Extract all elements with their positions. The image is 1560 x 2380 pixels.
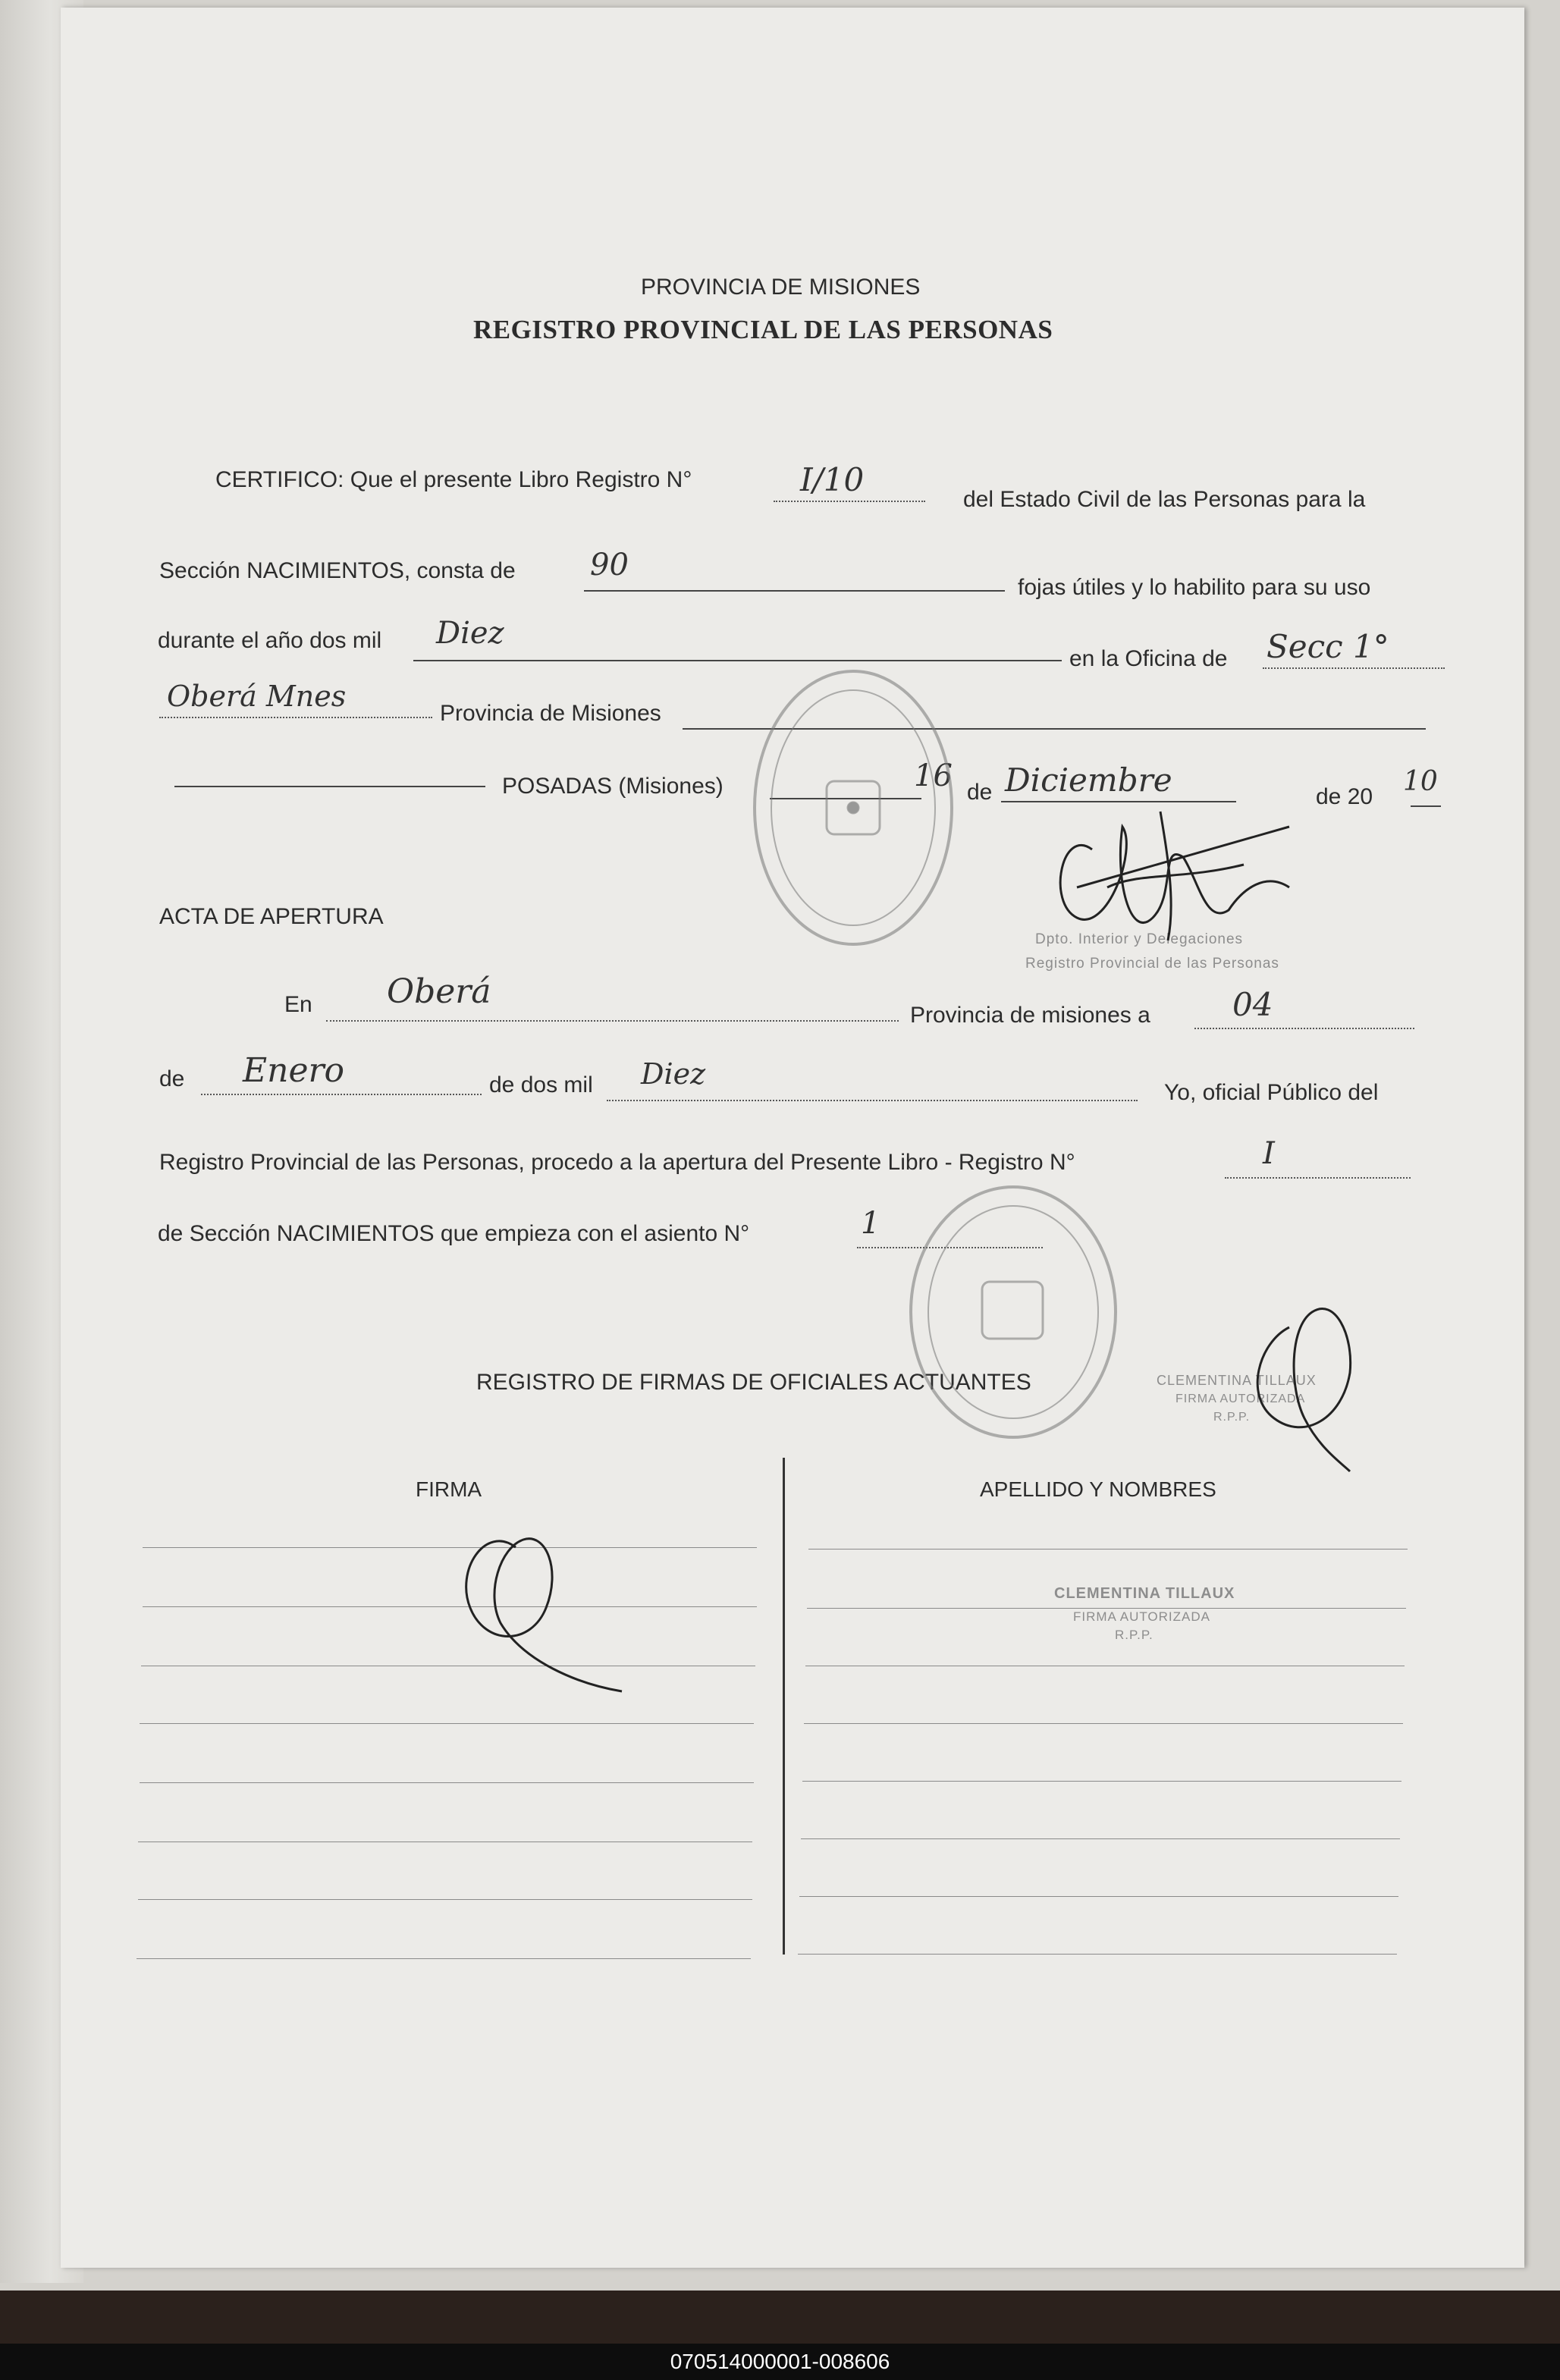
official-seal-top [755, 671, 952, 944]
seccion-text: Sección NACIMIENTOS, consta de [159, 558, 516, 583]
oficina-value: Secc 1° [1267, 628, 1389, 665]
localidad-value: Oberá Mnes [167, 680, 347, 713]
acta-heading: ACTA DE APERTURA [159, 904, 384, 929]
col-apellido-header: APELLIDO Y NOMBRES [980, 1477, 1216, 1501]
libro-number-value: I/10 [800, 461, 865, 498]
signer-stamp-line3: R.P.P. [1213, 1411, 1251, 1424]
apellido-stamp-line3: R.P.P. [1115, 1628, 1154, 1642]
signature-actuantes [1257, 1308, 1350, 1471]
official-seal-bottom [911, 1187, 1116, 1437]
signature-firma-column [466, 1539, 622, 1691]
firmas-heading: REGISTRO DE FIRMAS DE OFICIALES ACTUANTES [476, 1370, 1031, 1395]
fecha-de-label: de [967, 780, 993, 805]
posadas-text: POSADAS (Misiones) [502, 774, 724, 799]
fecha-dia-value: 16 [914, 758, 953, 793]
acta-anio-value: Diez [641, 1057, 706, 1091]
fojas-text: fojas útiles y lo habilito para su uso [1018, 575, 1371, 600]
certifico-text: CERTIFICO: Que el presente Libro Registro N° [215, 467, 692, 492]
apellido-stamp-line2: FIRMA AUTORIZADA [1073, 1609, 1210, 1624]
signer-stamp-line1: CLEMENTINA TILLAUX [1157, 1373, 1317, 1388]
province-header: PROVINCIA DE MISIONES [641, 275, 921, 300]
table-surface [0, 2291, 1560, 2344]
acta-provincia-text: Provincia de misiones a [910, 1003, 1150, 1028]
seals-and-signatures [61, 8, 1524, 2268]
signer-stamp-line2: FIRMA AUTORIZADA [1175, 1393, 1306, 1405]
document-id-label: 070514000001-008606 [670, 2350, 890, 2373]
acta-dos-mil-label: de dos mil [489, 1072, 593, 1097]
acta-dia-value: 04 [1232, 986, 1273, 1023]
acta-lugar-value: Oberá [387, 972, 491, 1011]
fecha-mes-value: Diciembre [1005, 761, 1172, 799]
signature-top-right [1060, 812, 1289, 940]
apellido-stamp-line1: CLEMENTINA TILLAUX [1054, 1585, 1235, 1602]
registry-title: REGISTRO PROVINCIAL DE LAS PERSONAS [473, 315, 1053, 344]
fojas-count-value: 90 [590, 548, 629, 582]
document-page [61, 8, 1524, 2268]
acta-registro-text: Registro Provincial de las Personas, procedo a la apertura del Presente Libro - Registro N° [159, 1150, 1075, 1175]
fecha-anio-value: 10 [1403, 766, 1438, 797]
acta-asiento-value: 1 [861, 1206, 880, 1241]
dpto-stamp-line1: Dpto. Interior y Delegaciones [1035, 931, 1244, 947]
acta-registro-value: I [1263, 1136, 1275, 1171]
oficina-text: en la Oficina de [1069, 646, 1228, 671]
anio-text: durante el año dos mil [158, 628, 382, 653]
provincia-misiones-text: Provincia de Misiones [440, 701, 661, 726]
acta-seccion-text: de Sección NACIMIENTOS que empieza con el asiento N° [158, 1221, 750, 1246]
fecha-year-label: de 20 [1316, 784, 1373, 809]
acta-en-label: En [284, 992, 312, 1017]
acta-de-label: de [159, 1066, 185, 1091]
col-firma-header: FIRMA [416, 1477, 482, 1501]
acta-oficial-text: Yo, oficial Público del [1164, 1080, 1379, 1105]
anio-value: Diez [436, 616, 504, 651]
estado-civil-text: del Estado Civil de las Personas para la [963, 487, 1366, 512]
dpto-stamp-line2: Registro Provincial de las Personas [1025, 956, 1279, 972]
acta-mes-value: Enero [243, 1051, 345, 1090]
